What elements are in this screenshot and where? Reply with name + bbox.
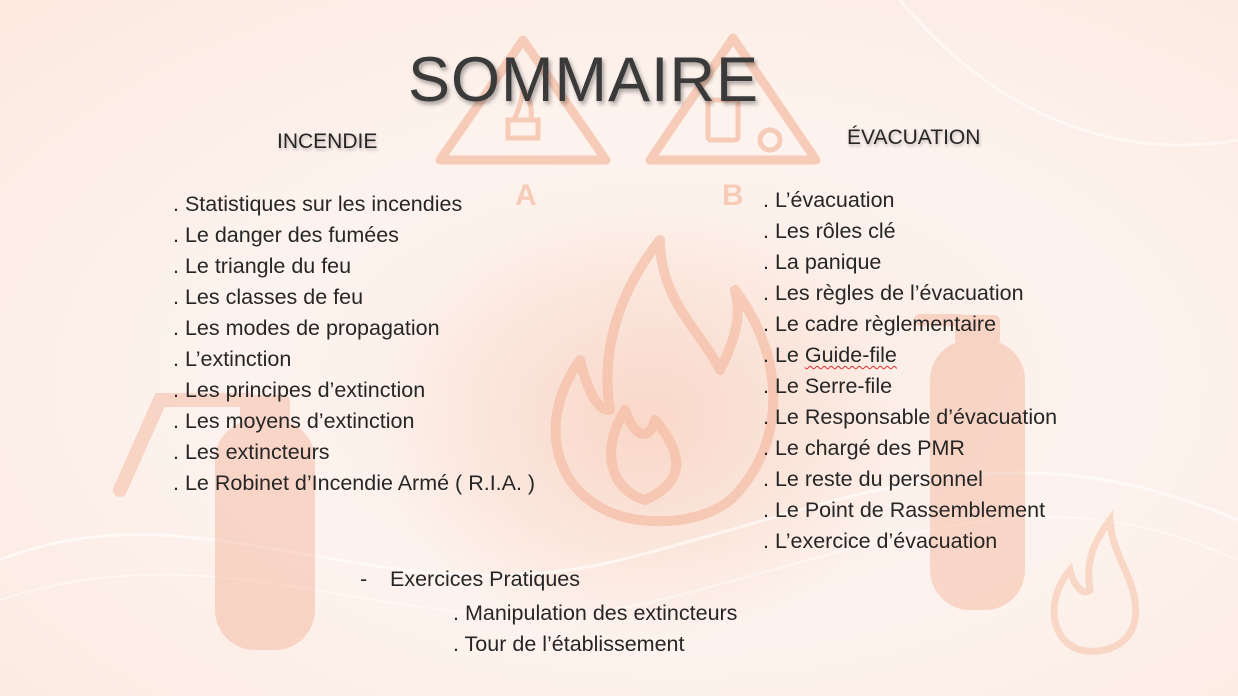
list-item: . Les règles de l’évacuation (763, 281, 1024, 305)
guide-file-prefix: . Le (763, 343, 805, 367)
list-item: . Le Point de Rassemblement (763, 498, 1046, 522)
bullet-dash: - (360, 567, 368, 591)
list-item: . L’exercice d’évacuation (763, 529, 998, 553)
list-item: . Tour de l’établissement (453, 632, 685, 656)
list-item: . Le triangle du feu (173, 254, 352, 278)
incendie-heading: INCENDIE (277, 130, 378, 153)
list-item: . Les extincteurs (173, 440, 330, 464)
list-item: . L’évacuation (763, 188, 895, 212)
list-item: . L’extinction (173, 347, 292, 371)
list-item: . Le Responsable d’évacuation (763, 405, 1058, 429)
guide-file-spellcheck-word: Guide-file (804, 343, 897, 367)
list-item: . Les moyens d’extinction (173, 409, 415, 433)
list-item: . Le Serre-file (763, 374, 893, 398)
list-item: . Manipulation des extincteurs (453, 601, 738, 625)
list-item: . La panique (763, 250, 882, 274)
list-item: . Le reste du personnel (763, 467, 983, 491)
evacuation-heading: ÉVACUATION (847, 126, 981, 149)
list-item: . Les rôles clé (763, 219, 896, 243)
exercices-label: Exercices Pratiques (390, 567, 580, 591)
list-item-guide-file (763, 340, 1057, 371)
page-title: SOMMAIRE (408, 45, 760, 115)
list-item: . Le Robinet d’Incendie Armé ( R.I.A. ) (173, 471, 536, 495)
exercices-heading (360, 567, 580, 592)
list-item: . Le chargé des PMR (763, 436, 965, 460)
list-item: . Les modes de propagation (173, 316, 440, 340)
class-a-letter: A (515, 179, 537, 212)
class-b-letter: B (722, 179, 744, 212)
list-item: . Les principes d’extinction (173, 378, 426, 402)
exercices-list (453, 598, 737, 660)
incendie-list (173, 189, 535, 499)
list-item: . Le cadre règlementaire (763, 312, 997, 336)
small-flame-icon (1054, 520, 1136, 651)
list-item: . Les classes de feu (173, 285, 364, 309)
evacuation-list (763, 185, 1057, 557)
list-item: . Le danger des fumées (173, 223, 399, 247)
list-item: . Statistiques sur les incendies (173, 192, 463, 216)
